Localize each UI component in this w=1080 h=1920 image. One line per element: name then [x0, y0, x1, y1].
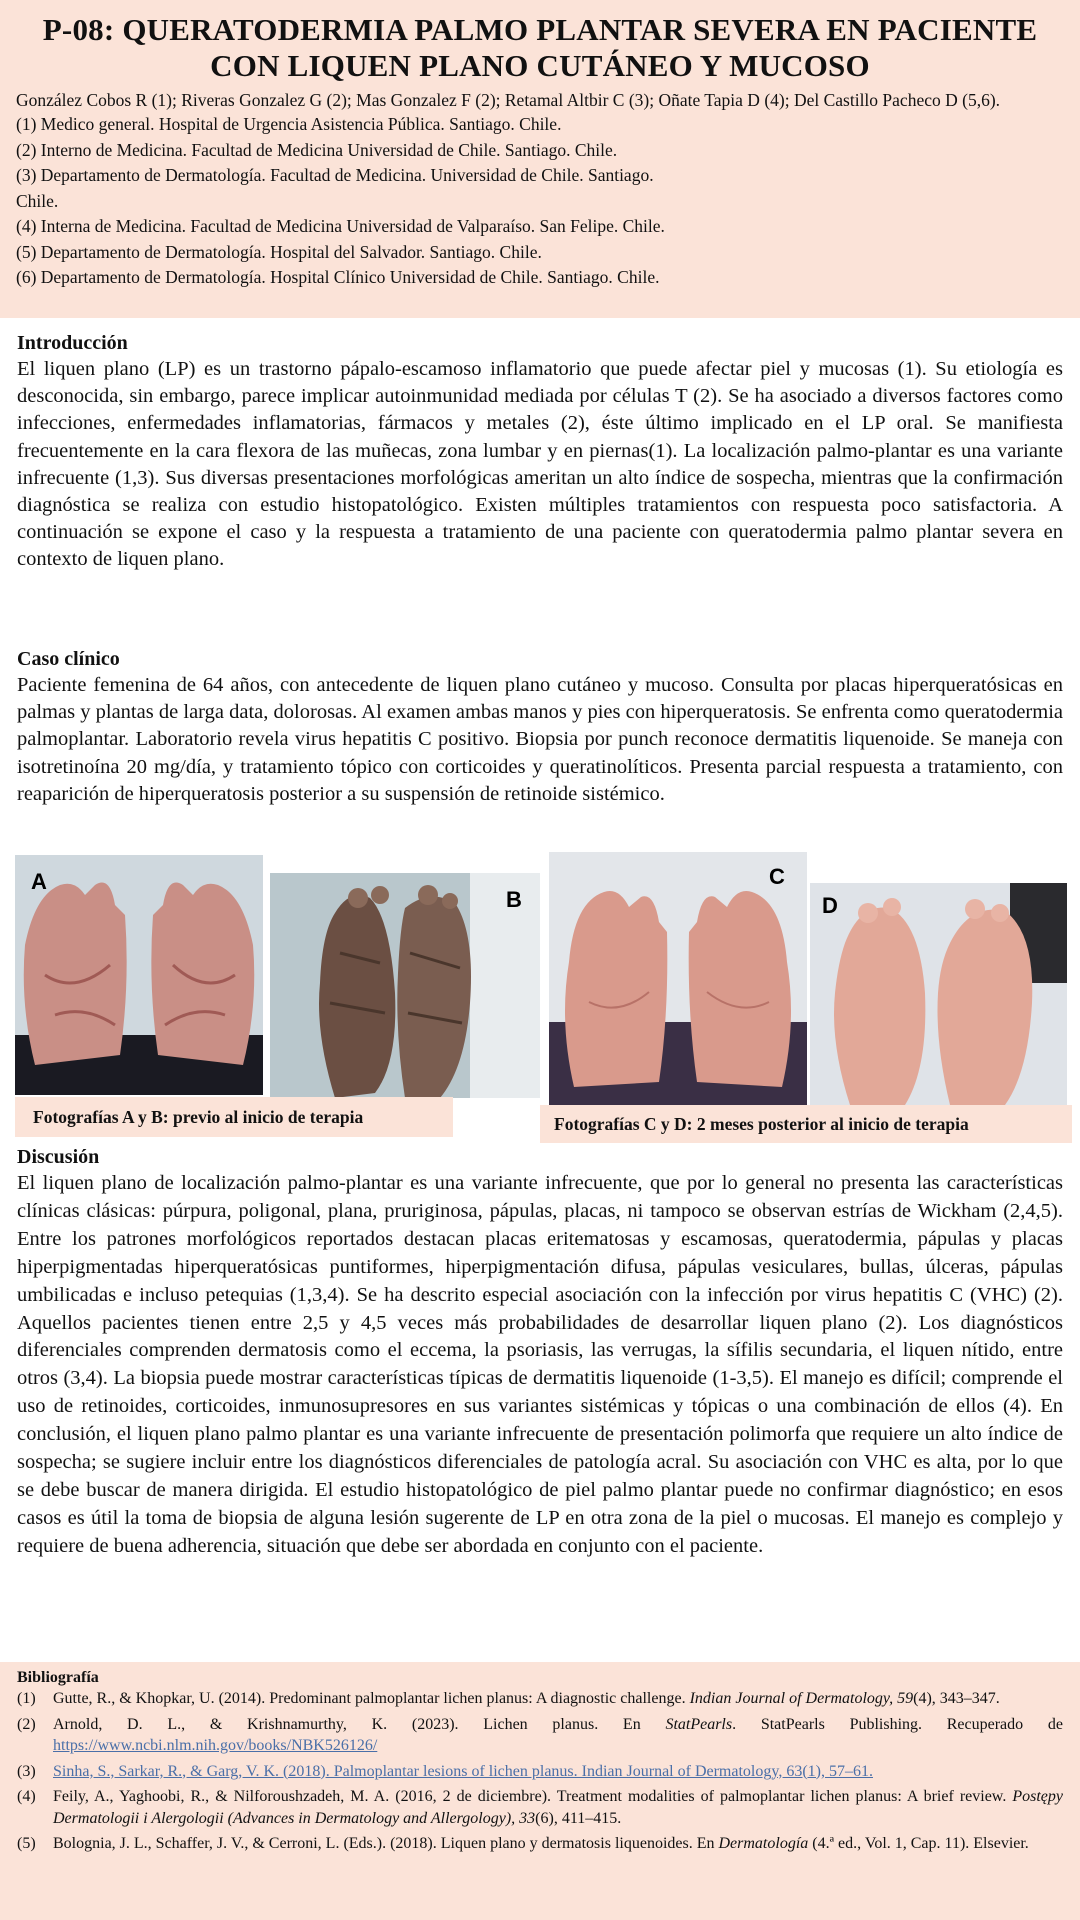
reference-text	[53, 1761, 1063, 1783]
affiliation: (5) Departamento de Dermatología. Hospital del Salvador. Santiago. Chile.	[16, 241, 542, 262]
reference-citation: Feily, A., Yaghoobi, R., & Nilforoushzadeh, M. A. (2016, 2 de diciembre). Treatment modalities of palmoplantar lichen planus: A brief review.	[53, 1788, 1013, 1805]
bibliography-title: Bibliografía	[17, 1669, 99, 1686]
affiliation: (1) Medico general. Hospital de Urgencia Asistencia Pública. Santiago. Chile.	[16, 114, 562, 134]
reference-link[interactable]: https://www.ncbi.nlm.nih.gov/books/NBK526126/	[53, 1737, 378, 1754]
section-title: Discusión	[17, 1146, 100, 1168]
affiliation-list	[16, 112, 1064, 291]
reference-item	[17, 1714, 1063, 1757]
reference-details: . StatPearls Publishing. Recuperado de	[732, 1715, 1063, 1733]
reference-number: (4)	[17, 1788, 36, 1805]
feet-illustration	[270, 873, 540, 1098]
section-body: Paciente femenina de 64 años, con antecedente de liquen plano cutáneo y mucoso. Consulta por placas hiperqueratósicas en palmas y plantas de larga data, dolorosas. Al examen ambas manos y pies con hiperqueratosis. Se enfrenta como queratodermia palmoplantar. Laboratorio revela virus hepatitis C positivo. Biopsia por punch reconoce dermatitis liquenoide. Se maneja con isotretinoína 20 mg/día, y tratamiento tópico con corticoides y queratinolíticos. Presenta parcial respuesta a tratamiento, con reaparición de hiperqueratosis posterior a su suspensión de retinoide sistémico.	[17, 674, 1063, 805]
section-title: Caso clínico	[17, 648, 120, 670]
reference-link[interactable]: Sinha, S., Sarkar, R., & Garg, V. K. (2018). Palmoplantar lesions of lichen planus. Indian Journal of Dermatology, 63(1), 57–61.	[53, 1762, 873, 1780]
reference-details: (4.ª ed., Vol. 1, Cap. 11). Elsevier.	[808, 1835, 1029, 1852]
reference-source: StatPearls	[665, 1715, 733, 1733]
reference-text	[53, 1688, 1063, 1710]
photo-a-hands-before	[15, 855, 263, 1095]
photo-letter: B	[506, 887, 522, 912]
reference-number: (3)	[17, 1762, 36, 1780]
feet-illustration	[810, 883, 1067, 1105]
photo-b-feet-before	[270, 873, 540, 1098]
photo-c-hands-after	[549, 852, 807, 1105]
caption-photos-cd: Fotografías C y D: 2 meses posterior al inicio de terapia	[540, 1105, 1072, 1143]
section-introduccion	[17, 330, 1063, 574]
reference-item	[17, 1833, 1063, 1855]
reference-number: (2)	[17, 1715, 36, 1733]
photo-letter: C	[769, 864, 785, 889]
section-discusion	[17, 1144, 1063, 1561]
section-body: El liquen plano (LP) es un trastorno pápalo-escamoso inflamatorio que puede afectar piel y mucosas (1). Su etiología es desconocida, sin embargo, parece implicar autoinmunidad mediada por células T (2). Se ha asociado a diversos factores como infecciones, enfermedades inflamatorias, fármacos y metales (2), éste último implicado en el LP oral. Se manifiesta frecuentemente en la cara flexora de las muñecas, zona lumbar y en piernas(1). La localización palmo-plantar es una variante infrecuente (1,3). Sus diversas presentaciones morfológicas ameritan un alto índice de sospecha, mientras que la confirmación diagnóstica se realiza con estudio histopatológico. Existen múltiples tratamientos con respuesta poco satisfactoria. A continuación se expone el caso y la respuesta a tratamiento de una paciente con queratodermia palmo plantar severa en contexto de liquen plano.	[17, 358, 1063, 571]
affiliation: (3) Departamento de Dermatología. Facultad de Medicina. Universidad de Chile. Santiago.	[16, 165, 654, 185]
section-caso-clinico	[17, 646, 1063, 808]
reference-citation: Gutte, R., & Khopkar, U. (2014). Predominant palmoplantar lichen planus: A diagnostic challenge.	[53, 1690, 690, 1707]
author-list: González Cobos R (1); Riveras Gonzalez G (2); Mas Gonzalez F (2); Retamal Altbir C (3); Oñate Tapia D (4); Del Castillo Pacheco D (5,6).	[16, 90, 1001, 110]
poster-header	[0, 0, 1080, 318]
reference-item	[17, 1761, 1063, 1783]
reference-text	[53, 1786, 1063, 1829]
hands-illustration	[15, 855, 263, 1095]
reference-source: Dermatología	[718, 1835, 809, 1852]
poster-title: P-08: QUERATODERMIA PALMO PLANTAR SEVERA EN PACIENTE CON LIQUEN PLANO CUTÁNEO Y MUCOSO	[42, 12, 1038, 83]
section-body: El liquen plano de localización palmo-plantar es una variante infrecuente, que por lo general no presenta las características clínicas clásicas: púrpura, poligonal, plana, pruriginosa, pápulas, placas, ni tampoco se observan estrías de Wickham (2,4,5). Entre los patrones morfológicos reportados destacan placas eritematosas y escamosas, queratodermia, pápulas y placas hiperpigmentadas hiperqueratósicas puntiformes, hiperpigmentación difusa, pápulas vesiculares, bullas, úlceras, pápulas umbilicadas e incluso petequias (1,3,4). Se ha descrito especial asociación con la infección por virus hepatitis C (VHC) (2). Aquellos pacientes tienen entre 2,5 y 4,5 veces más probabilidades de desarrollar liquen plano (2). Los diagnósticos diferenciales comprenden dermatosis como el eccema, la psoriasis, las verrugas, la sífilis secundaria, el liquen nítido, entre otros (3,4). La biopsia puede mostrar características típicas de dermatitis liquenoide (1-3,5). El manejo es difícil; comprende el uso de retinoides, corticoides, inmunosupresores en sus variantes sistémicas y tópicas o una combinación de ellos (4). En conclusión, el liquen plano palmo plantar es una variante infrecuente de presentación polimorfa que requiere un alto índice de sospecha; se sugiere incluir entre los diagnósticos diferenciales de patología acral. Su asociación con VHC es alta, por lo que se debe buscar de manera dirigida. El estudio histopatológico de piel palmo plantar puede no confirmar diagnóstico; en esos casos es útil la toma de biopsia de alguna lesión sugerente de LP en otra zona de la piel o mucosas. El manejo es complejo y requiere de buena adherencia, situación que debe ser abordada en conjunto con el paciente.	[17, 1172, 1063, 1557]
reference-text	[53, 1714, 1063, 1757]
photo-d-feet-after	[810, 883, 1067, 1105]
photo-letter: A	[31, 869, 47, 894]
reference-citation: Arnold, D. L., & Krishnamurthy, K. (2023). Lichen planus. En	[53, 1715, 666, 1733]
affiliation: (6) Departamento de Dermatología. Hospital Clínico Universidad de Chile. Santiago. Chile.	[16, 267, 660, 287]
reference-text	[53, 1833, 1063, 1855]
caption-photos-ab: Fotografías A y B: previo al inicio de terapia	[15, 1097, 453, 1137]
reference-details: (6), 411–415.	[535, 1809, 622, 1827]
bibliography	[0, 1662, 1080, 1920]
photo-letter: D	[822, 893, 838, 918]
reference-source: Postępy Dermatologii i Alergologii (Advances in Dermatology and Allergology), 33	[53, 1788, 1063, 1827]
reference-number: (1)	[17, 1690, 36, 1707]
affiliation: Chile.	[16, 190, 59, 211]
reference-citation: Bolognia, J. L., Schaffer, J. V., & Cerroni, L. (Eds.). (2018). Liquen plano y dermatosis liquenoides. En	[53, 1835, 719, 1852]
affiliation: (4) Interna de Medicina. Facultad de Medicina Universidad de Valparaíso. San Felipe. Chile.	[16, 216, 665, 236]
reference-item	[17, 1786, 1063, 1829]
reference-number: (5)	[17, 1835, 36, 1852]
reference-source: Indian Journal of Dermatology, 59	[689, 1690, 914, 1707]
reference-details: (4), 343–347.	[913, 1690, 1000, 1707]
section-title: Introducción	[17, 332, 128, 354]
affiliation: (2) Interno de Medicina. Facultad de Medicina Universidad de Chile. Santiago. Chile.	[16, 139, 618, 160]
reference-item	[17, 1688, 1063, 1710]
